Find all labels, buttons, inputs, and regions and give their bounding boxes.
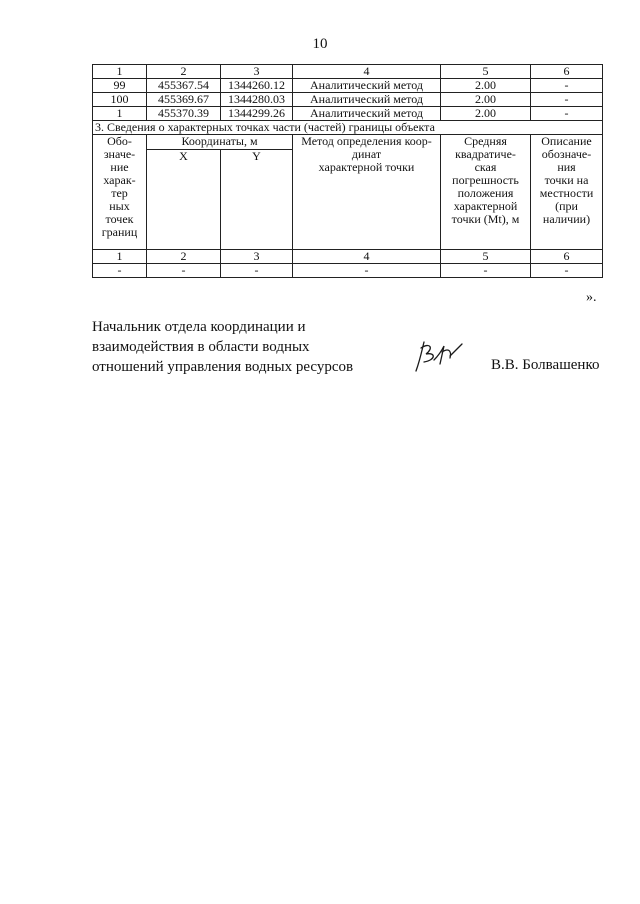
signer-name: В.В. Болвашенко [491, 357, 600, 373]
column-number: 3 [221, 250, 293, 264]
column-number: 4 [293, 65, 441, 79]
x-coordinate-cell: 455369.67 [147, 93, 221, 107]
column-number: 2 [147, 250, 221, 264]
point-id-cell: 100 [93, 93, 147, 107]
x-coordinate-cell: 455367.54 [147, 79, 221, 93]
description-cell: - [531, 79, 603, 93]
column-number: 5 [441, 250, 531, 264]
error-cell: 2.00 [441, 93, 531, 107]
column-number: 6 [531, 65, 603, 79]
signatory-title-line: взаимодействия в области водных [92, 339, 310, 355]
table-row [93, 264, 603, 278]
signatory-title-line: Начальник отдела координации и [92, 319, 306, 335]
y-coordinate-cell: 1344299.26 [221, 107, 293, 121]
header-row [93, 135, 603, 150]
table-row [93, 107, 603, 121]
point-id-cell: 99 [93, 79, 147, 93]
method-cell: Аналитический метод [293, 79, 441, 93]
y-coordinate-cell: 1344260.12 [221, 79, 293, 93]
error-cell: 2.00 [441, 79, 531, 93]
method-cell: Аналитический метод [293, 107, 441, 121]
section-title-row [93, 121, 603, 135]
method-cell: Аналитический метод [293, 93, 441, 107]
y-header: Y [221, 150, 293, 250]
column-number: 5 [441, 65, 531, 79]
column-number: 1 [93, 250, 147, 264]
page-number: 10 [312, 36, 328, 52]
y-coordinate-cell: - [221, 264, 293, 278]
closing-quote: ». [586, 290, 597, 305]
table-row [93, 93, 603, 107]
column-number: 2 [147, 65, 221, 79]
signatory-title-line: отношений управления водных ресурсов [92, 359, 354, 375]
method-cell: - [293, 264, 441, 278]
x-coordinate-cell: 455370.39 [147, 107, 221, 121]
coordinates-header: Координаты, м [147, 135, 293, 150]
description-cell: - [531, 264, 603, 278]
description-cell: - [531, 93, 603, 107]
handwritten-signature [412, 338, 464, 374]
column-number-row [93, 65, 603, 79]
table-row [93, 79, 603, 93]
error-cell: 2.00 [441, 107, 531, 121]
point-id-cell: 1 [93, 107, 147, 121]
x-coordinate-cell: - [147, 264, 221, 278]
column-number: 3 [221, 65, 293, 79]
signatory-title [92, 317, 353, 377]
y-coordinate-cell: 1344280.03 [221, 93, 293, 107]
column-number: 4 [293, 250, 441, 264]
column-number: 6 [531, 250, 603, 264]
method-header: Метод определения коор- динат характерной точки [293, 135, 441, 250]
point-id-cell: - [93, 264, 147, 278]
section-title: 3. Сведения о характерных точках части (частей) границы объекта [93, 121, 603, 135]
column-number-row [93, 250, 603, 264]
description-header: Описание обозначе- ния точки на местности (при наличии) [531, 135, 603, 250]
x-header: X [147, 150, 221, 250]
error-header: Средняя квадратиче- ская погрешность положения характерной точки (Mt), м [441, 135, 531, 250]
error-cell: - [441, 264, 531, 278]
boundary-points-table [92, 64, 603, 278]
column-number: 1 [93, 65, 147, 79]
description-cell: - [531, 107, 603, 121]
point-designation-header: Обо- значе- ние харак- тер ных точек границ [93, 135, 147, 250]
